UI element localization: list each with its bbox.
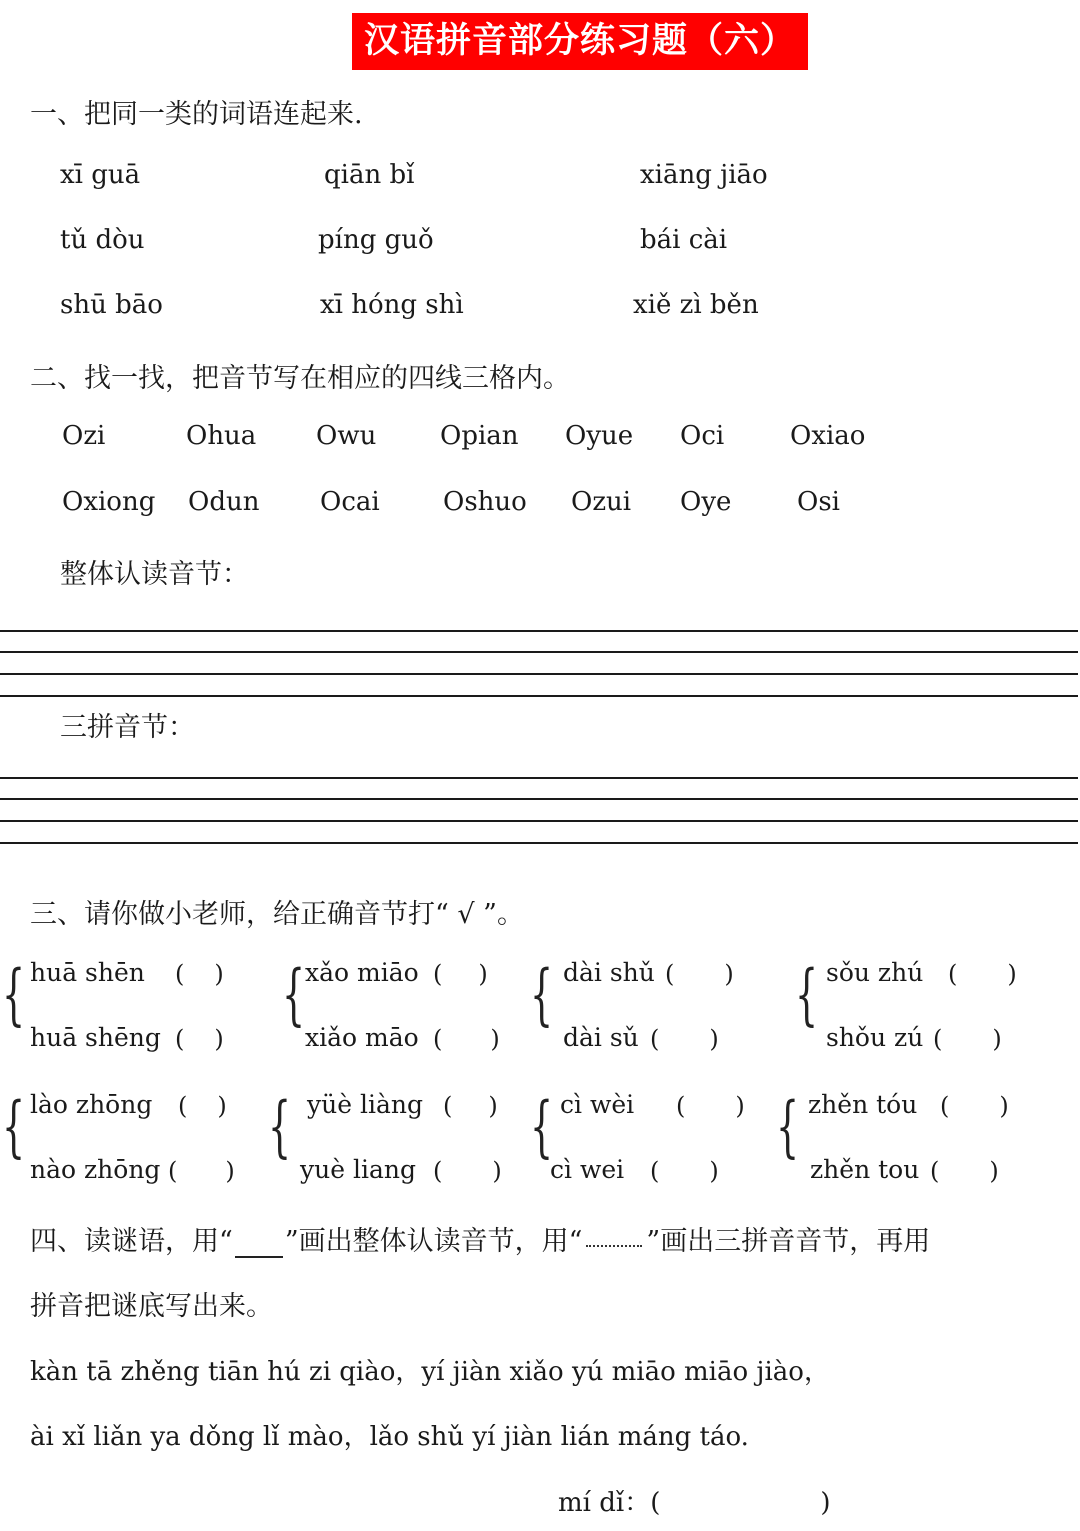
underline-mark-icon bbox=[235, 1234, 283, 1258]
choice-option: sǒu zhú bbox=[826, 958, 924, 987]
syllable-item: Osi bbox=[797, 487, 840, 517]
word-xigua: xī guā bbox=[60, 160, 141, 190]
choice-option: yüè liàng bbox=[307, 1090, 423, 1119]
answer-paren[interactable]: ( ) bbox=[933, 1025, 1002, 1053]
three-syllable-label: 三拼音节： bbox=[60, 712, 195, 743]
choice-option: shǒu zú bbox=[826, 1023, 924, 1052]
syllable-item: Oxiong bbox=[62, 487, 156, 517]
word-qianbi: qiān bǐ bbox=[324, 160, 415, 190]
brace-icon: { bbox=[268, 1088, 292, 1165]
choice-option: cì wèi bbox=[560, 1090, 635, 1119]
answer-close: ) bbox=[820, 1488, 831, 1518]
q3-heading: 三、请你做小老师，给正确音节打“ √ ”。 bbox=[30, 899, 524, 930]
grid-line bbox=[0, 820, 1078, 822]
q4-heading-part: ”画出整体认读音节，用“ bbox=[284, 1226, 583, 1257]
brace-icon: { bbox=[776, 1088, 800, 1165]
grid-line bbox=[0, 630, 1078, 632]
q1-heading: 一、把同一类的词语连起来. bbox=[30, 99, 363, 130]
answer-paren[interactable]: ( ) bbox=[175, 960, 224, 988]
answer-paren[interactable]: ( ) bbox=[178, 1092, 227, 1120]
syllable-item: Ozui bbox=[571, 487, 632, 517]
word-pingguo: píng guǒ bbox=[318, 225, 434, 255]
choice-option: zhěn tou bbox=[810, 1155, 920, 1184]
syllable-item: Oxiao bbox=[790, 421, 866, 451]
word-xihongshi: xī hóng shì bbox=[320, 290, 464, 320]
q4-heading-part: ”画出三拼音音节，再用 bbox=[646, 1226, 931, 1257]
grid-line bbox=[0, 651, 1078, 653]
choice-option: nào zhōng bbox=[30, 1155, 161, 1184]
word-tudou: tǔ dòu bbox=[60, 225, 145, 255]
brace-icon: { bbox=[2, 1088, 26, 1165]
answer-paren[interactable]: ( ) bbox=[175, 1025, 224, 1053]
answer-paren[interactable]: ( ) bbox=[650, 1157, 719, 1185]
q4-heading-part: 四、读谜语，用“ bbox=[30, 1226, 233, 1257]
riddle-line-1: kàn tā zhěng tiān hú zi qiào，yí jiàn xiǎo yú miāo miāo jiào， bbox=[30, 1357, 830, 1387]
brace-icon: { bbox=[530, 1088, 554, 1165]
answer-paren[interactable]: ( ) bbox=[433, 1157, 502, 1185]
answer-paren[interactable]: ( ) bbox=[665, 960, 734, 988]
answer-paren[interactable]: ( ) bbox=[930, 1157, 999, 1185]
choice-option: huā shēn bbox=[30, 958, 145, 987]
syllable-item: Ohua bbox=[186, 421, 257, 451]
syllable-item: Odun bbox=[188, 487, 260, 517]
wavy-line-icon bbox=[586, 1239, 642, 1247]
choice-option: zhěn tóu bbox=[808, 1090, 918, 1119]
grid-line bbox=[0, 777, 1078, 779]
answer-paren[interactable]: ( ) bbox=[948, 960, 1017, 988]
brace-icon: { bbox=[530, 956, 554, 1033]
syllable-item: Oye bbox=[680, 487, 732, 517]
choice-option: xǎo miāo bbox=[305, 958, 419, 987]
word-xiangjiao: xiāng jiāo bbox=[640, 160, 768, 190]
choice-option: xiǎo māo bbox=[305, 1023, 419, 1052]
word-xieziben: xiě zì běn bbox=[633, 290, 759, 320]
q4-heading bbox=[30, 1219, 930, 1258]
page-title: 汉语拼音部分练习题（六） bbox=[352, 13, 808, 70]
grid-line bbox=[0, 798, 1078, 800]
choice-option: yuè liang bbox=[300, 1155, 416, 1184]
answer-paren[interactable]: ( ) bbox=[650, 1025, 719, 1053]
choice-option: cì wei bbox=[550, 1155, 625, 1184]
brace-icon: { bbox=[795, 956, 819, 1033]
choice-option: dài sǔ bbox=[563, 1023, 639, 1052]
choice-option: dài shǔ bbox=[563, 958, 655, 987]
brace-icon: { bbox=[282, 956, 306, 1033]
brace-icon: { bbox=[2, 956, 26, 1033]
syllable-item: Opian bbox=[440, 421, 519, 451]
word-shubao: shū bāo bbox=[60, 290, 163, 320]
grid-line bbox=[0, 673, 1078, 675]
syllable-item: Ozi bbox=[62, 421, 106, 451]
riddle-line-2: ài xǐ liǎn ya dǒng lǐ mào，lǎo shǔ yí jiàn lián máng táo. bbox=[30, 1422, 749, 1452]
choice-option: huā shēng bbox=[30, 1023, 161, 1052]
answer-paren[interactable]: ( ) bbox=[433, 1025, 500, 1053]
syllable-item: Ocai bbox=[320, 487, 380, 517]
grid-line bbox=[0, 842, 1078, 844]
syllable-item: Oci bbox=[680, 421, 725, 451]
grid-line bbox=[0, 695, 1078, 697]
syllable-item: Owu bbox=[316, 421, 377, 451]
choice-option: lào zhōng bbox=[30, 1090, 153, 1119]
syllable-item: Oyue bbox=[565, 421, 634, 451]
answer-paren[interactable]: ( ) bbox=[168, 1157, 235, 1185]
word-baicai: bái cài bbox=[640, 225, 728, 255]
syllable-item: Oshuo bbox=[443, 487, 527, 517]
answer-paren[interactable]: ( ) bbox=[940, 1092, 1009, 1120]
answer-paren[interactable]: ( ) bbox=[443, 1092, 498, 1120]
q4-heading-line2: 拼音把谜底写出来。 bbox=[30, 1291, 273, 1322]
answer-label: mí dǐ：( bbox=[558, 1488, 661, 1518]
q2-heading: 二、找一找，把音节写在相应的四线三格内。 bbox=[30, 363, 570, 394]
whole-syllable-label: 整体认读音节： bbox=[60, 559, 249, 590]
answer-paren[interactable]: ( ) bbox=[433, 960, 488, 988]
answer-line[interactable] bbox=[558, 1482, 831, 1519]
answer-paren[interactable]: ( ) bbox=[676, 1092, 745, 1120]
